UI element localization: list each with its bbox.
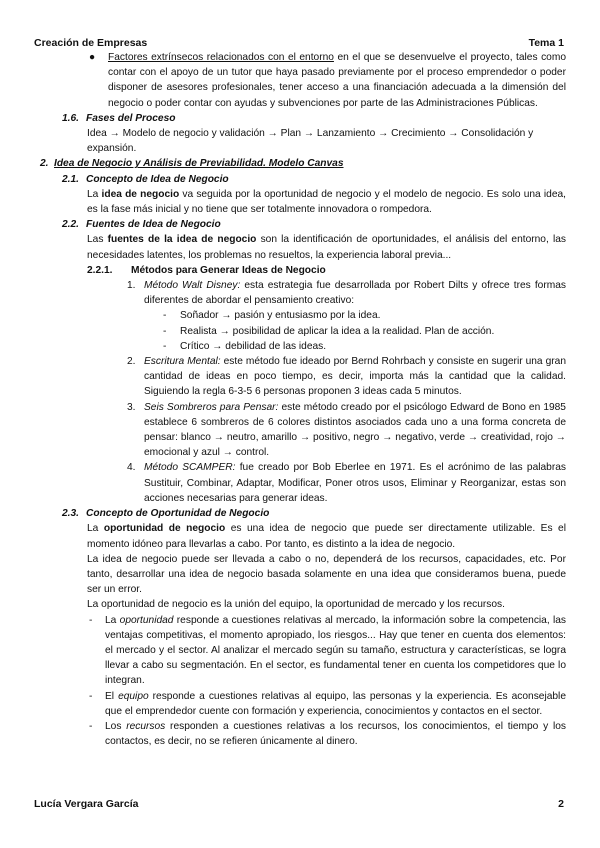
bullet-icon: ● [89,52,96,63]
dash-marker: - [163,325,167,337]
dash-marker: - [89,690,93,702]
section-number: 2.2. [62,219,79,231]
dash-item [0,339,600,354]
item-text: fue creado por Bob Eberlee en 1971. Es el acrónimo de las palabras Sustituir, Combinar, Adaptar, Modificar, Poner otros usos, Eliminar y Reorganizar, estas son acciones necesarias para generar ideas. [144,462,566,504]
section-2-3-para-3: La oportunidad de negocio es la unión del equipo, la oportunidad de mercado y los recursos. [87,599,505,611]
dash-marker: - [89,614,93,626]
page-footer [34,797,564,812]
item-number: 3. [127,401,136,413]
section-heading-2-2-1 [0,263,600,278]
numbered-item [0,460,600,506]
section-number: 2.3. [62,508,79,520]
section-number: 1.6. [62,112,79,124]
dash-marker: - [163,310,167,322]
item-text: esta estrategia fue desarrollada por Robert Dilts y ofrece tres formas diferentes de abordar el pensamiento creativo: [144,280,566,307]
item-text: Soñador → pasión y entusiasmo por la idea. [180,310,381,322]
text: va seguida por la oportunidad de negocio y el modelo de negocio. Es solo una idea, es la fase más inicial y no tiene que ser totalmente innovadora o rompedora. [87,188,566,216]
item-text: este método creado por el psicólogo Edward de Bono en 1985 establece 6 sombreros de 6 colores distintos asociados cada uno a una forma concreta de pensar: blanco → neutro, amarillo → positivo, negro → negativo, verde → creatividad, rojo → emocional y azul → control. [144,401,566,459]
italic-term: oportunidad [119,614,174,626]
bullet-item [0,50,600,111]
section-2-2-body [0,232,600,262]
item-text: este método fue ideado por Bernd Rohrbach y consiste en sugerir una gran cantidad de ideas en poco tiempo, es decir, importa más la cantidad que la calidad. Siguiendo la regla 6-3-5 6 personas proponen 3 ideas cada 5 minutos. [144,356,566,398]
section-title: Métodos para Generar Ideas de Negocio [131,264,326,276]
section-title: Fases del Proceso [86,112,176,124]
bold-term: oportunidad de negocio [103,523,226,535]
section-heading-2-3 [0,506,600,521]
item-number: 2. [127,356,136,368]
method-name: Método SCAMPER: [144,462,236,474]
page-number: 2 [558,798,564,810]
section-heading-2 [0,156,600,171]
section-number: 2. [40,158,49,170]
item-number: 1. [127,280,136,292]
method-name: Escritura Mental: [144,356,221,368]
numbered-item [0,278,600,308]
chapter-label: Tema 1 [528,37,564,49]
numbered-item [0,354,600,400]
bold-term: idea de negocio [101,188,180,200]
italic-term: equipo [118,690,149,702]
item-text: Crítico → debilidad de las ideas. [180,340,327,352]
text: La [87,188,102,200]
page-header [34,36,564,51]
text: La [87,523,104,535]
text: es una idea de negocio que puede ser directamente utilizable. Es el momento idóneo para llevarlas a cabo. Por tanto, es distinto a la idea de negocio. [87,523,566,550]
section-title: Idea de Negocio y Análisis de Previabilidad. Modelo Canvas [54,158,344,170]
text: responden a cuestiones relativas a los recursos, los conocimientos, el tiempo y los contactos, es decir, no se refieren únicamente al dinero. [105,720,566,748]
section-title: Fuentes de Idea de Negocio [86,219,221,231]
item-number: 4. [127,462,136,474]
section-title: Concepto de Oportunidad de Negocio [86,508,270,520]
section-heading-2-2 [0,217,600,232]
section-heading-2-1 [0,172,600,187]
section-number: 2.2.1. [87,264,113,276]
text: El [105,690,119,702]
bullet-link-text: Factores extrínsecos relacionados con el entorno [108,52,334,63]
dash-marker: - [89,720,93,732]
dash-item [0,689,600,719]
dash-item [0,324,600,339]
section-heading-1-6 [0,111,600,126]
dash-item [0,719,600,749]
italic-term: recursos [126,720,166,732]
bullet-text: en el que se desenvuelve el proyecto, tales como contar con el apoyo de un tutor que haya pasado previamente por el proceso emprendedor o poder disponer de asesores profesionales, tener acceso a una financiación adecuada a la dimensión del negocio o poder contar con ayudas y subvenciones por parte de las Administraciones Públicas. [108,52,566,109]
section-2-3-para-2: La idea de negocio puede ser llevada a cabo o no, dependerá de los recursos, capacidades, etc. Por tanto, desarrollar una idea de negocio basada solamente en una idea que consideramos buena, puede ser un error. [87,553,566,596]
section-2-3-para-1 [0,521,600,551]
text: responde a cuestiones relativas al equipo, las personas y la experiencia. Es aconsejable que el emprendedor cuente con formación y experiencia, conocimientos y contactos en el sector. [105,690,566,717]
text: son la identificación de oportunidades, el análisis del entorno, las necesidades latentes, los problemas no resueltos, la experiencia laboral previa... [87,234,566,261]
section-1-6-body: Idea → Modelo de negocio y validación → Plan → Lanzamiento → Crecimiento → Consolidación y expansión. [87,128,534,155]
item-text: Realista → posibilidad de aplicar la idea a la realidad. Plan de acción. [180,325,495,337]
text: Los [105,720,127,732]
dash-marker: - [163,340,167,352]
section-title: Concepto de Idea de Negocio [86,173,229,185]
text: Las [87,234,108,246]
document-title: Creación de Empresas [34,37,148,49]
text: responde a cuestiones relativas al mercado, la información sobre la competencia, las ventajas competitivas, el momento apropiado, los riesgos... Hay que tener en cuenta dos elementos: el mercado y el sector. Al analizar el mercado según su tamaño, estructura y características, se logra llevar a cabo su segmentación. En el sector, es fundamental tener en cuenta los competidores que lo integran. [105,614,567,687]
bold-term: fuentes de la idea de negocio [107,234,257,246]
text: La [105,614,120,626]
section-number: 2.1. [62,173,79,185]
section-2-1-body [0,187,600,217]
dash-item [0,308,600,323]
method-name: Seis Sombreros para Pensar: [144,401,279,413]
author-name: Lucía Vergara García [34,798,139,810]
numbered-item [0,400,600,461]
page-content [0,50,600,749]
method-name: Método Walt Disney: [144,280,241,292]
dash-item [0,613,600,689]
